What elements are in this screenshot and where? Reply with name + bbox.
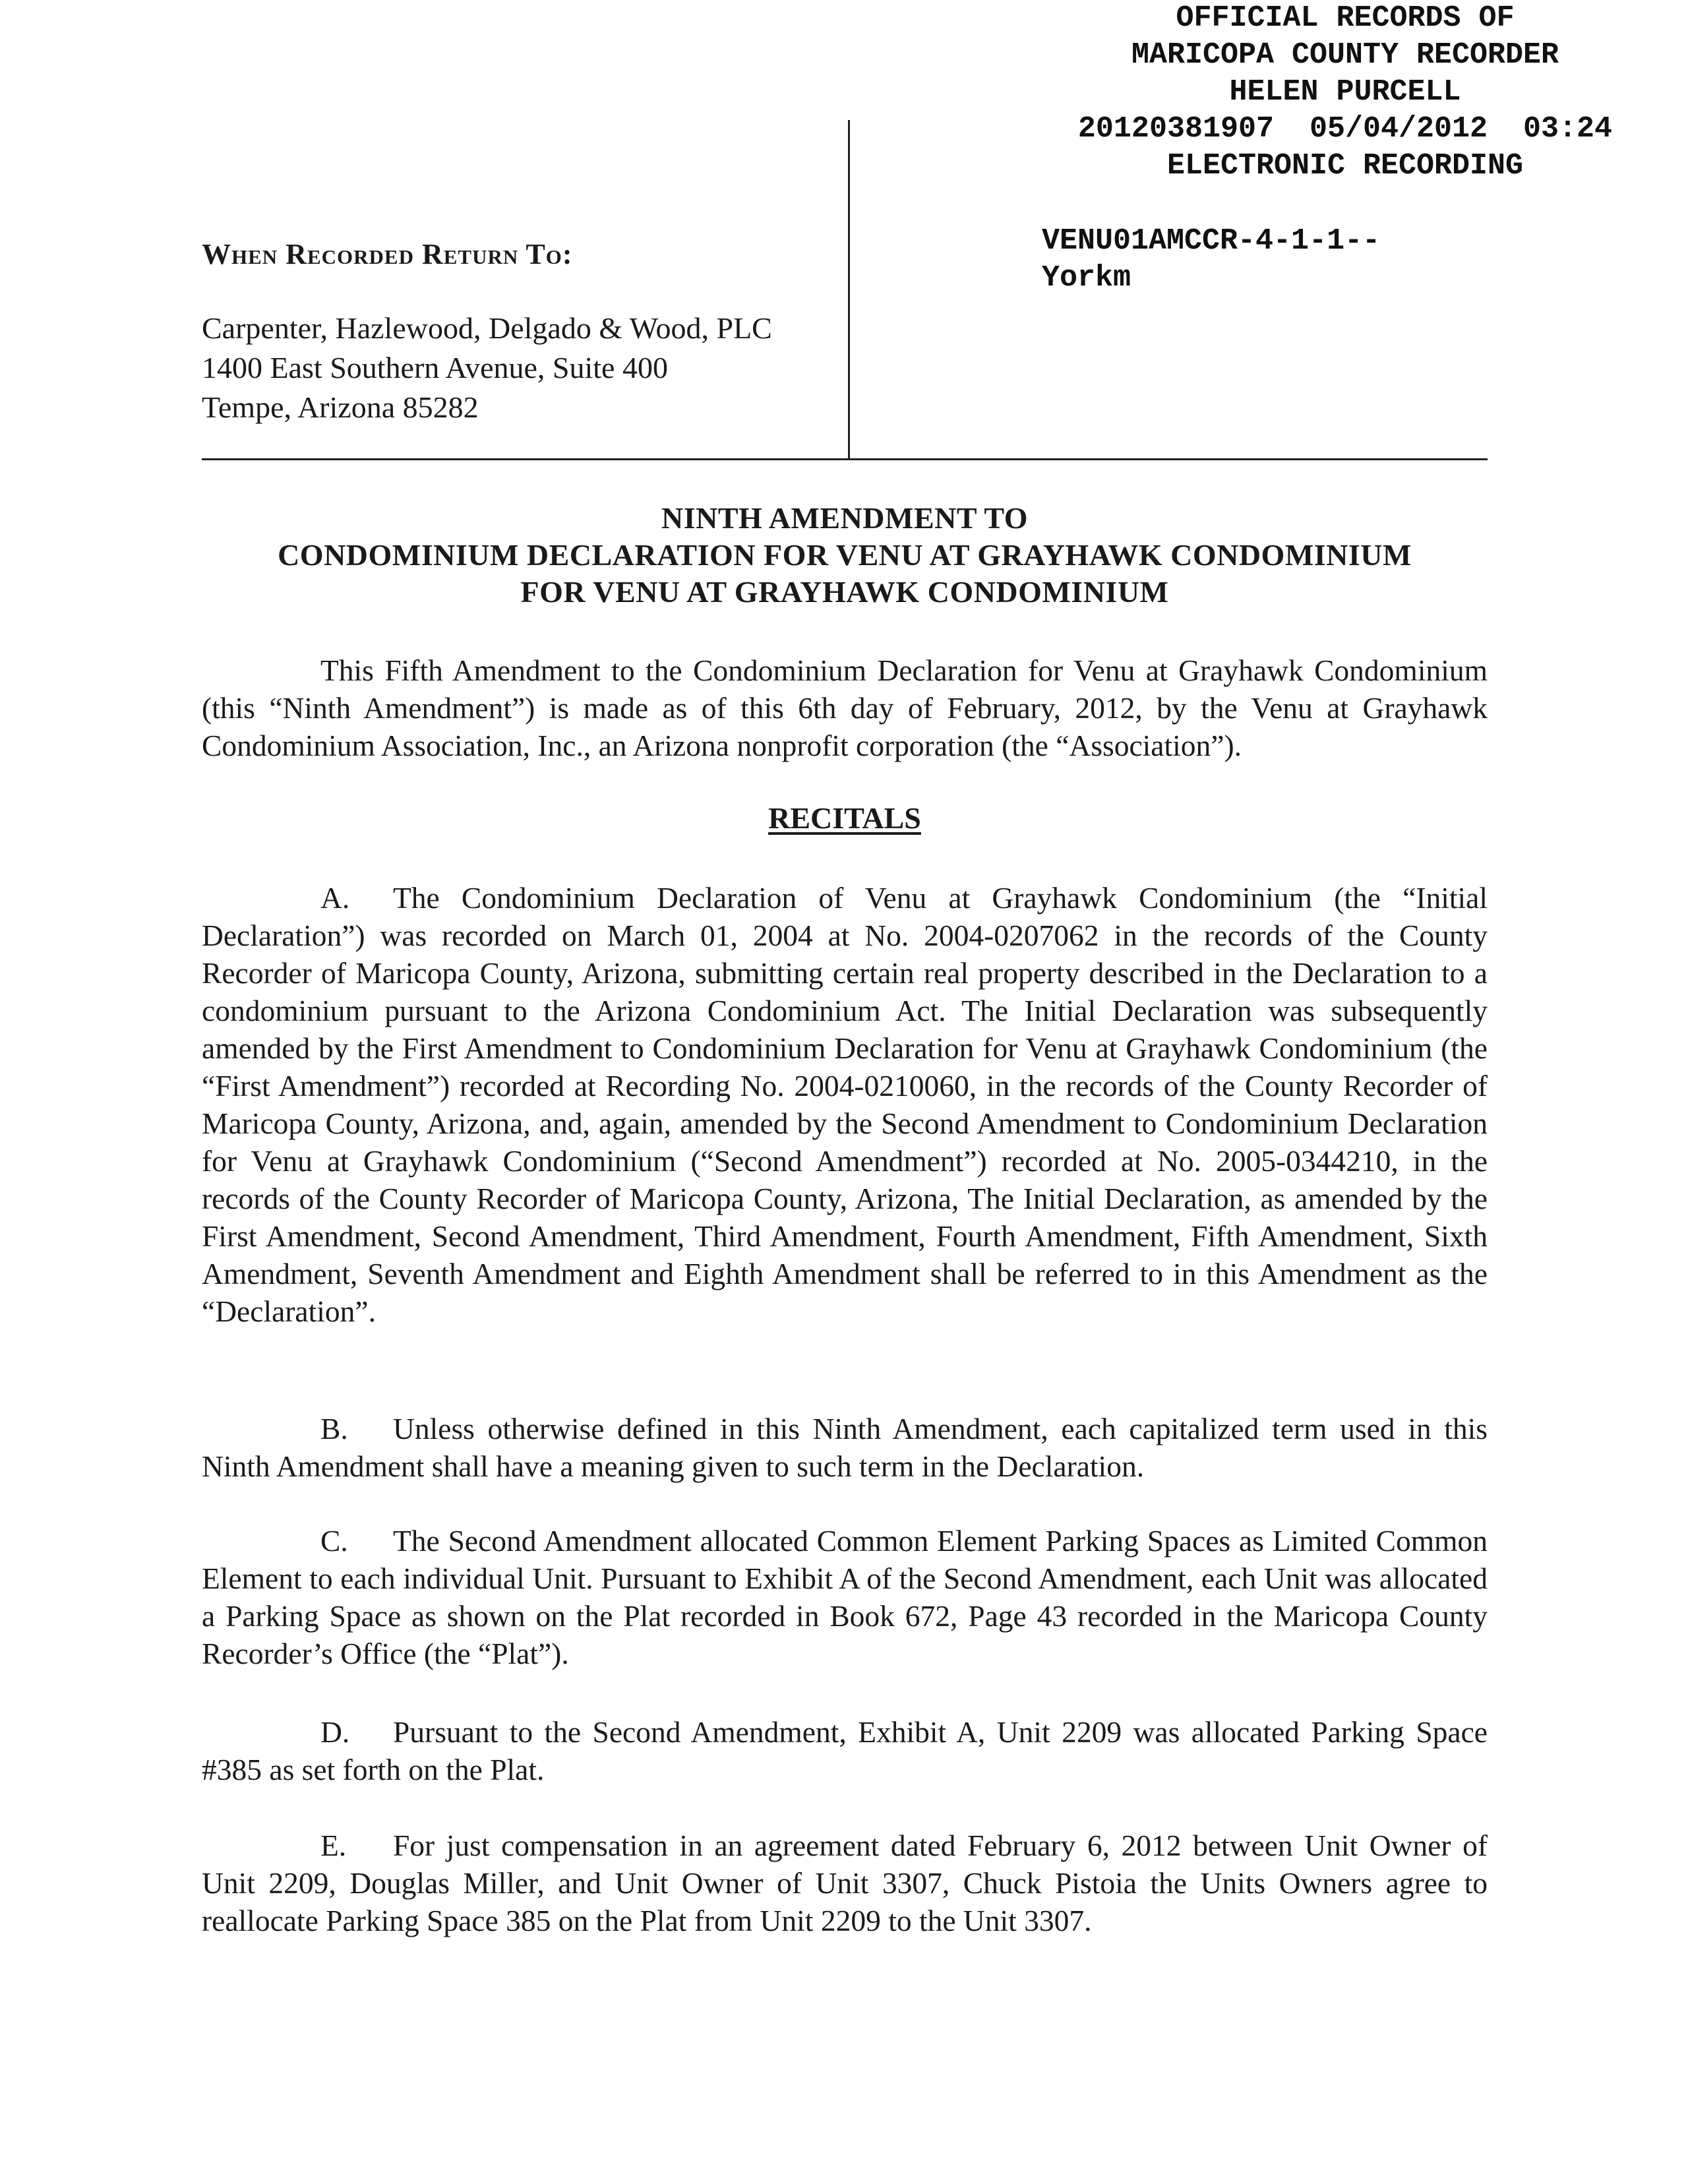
return-to-label: When Recorded Return To: [202, 238, 573, 270]
header-divider [202, 458, 1488, 460]
document-code [1042, 223, 1380, 297]
recital-paragraph [202, 879, 1488, 1330]
title-line: CONDOMINIUM DECLARATION FOR VENU AT GRAYHAWK CONDOMINIUM [278, 538, 1412, 572]
recital-marker: C. [320, 1524, 348, 1558]
recital-text: Unless otherwise defined in this Ninth Amendment, each capitalized term used in this Ninth Amendment shall have a meaning given to such term in the Declaration. [202, 1412, 1488, 1483]
document-code-line: VENU01AMCCR-4-1-1-- [1042, 224, 1381, 258]
recital-text: For just compensation in an agreement dated February 6, 2012 between Unit Owner of Unit 2209, Douglas Miller, and Unit Owner of Unit 3307, Chuck Pistoia the Units Owners agree to reallocate Parking Space 385 on the Plat from Unit 2209 to the Unit 3307. [202, 1829, 1488, 1937]
stamp-line-electronic: ELECTRONIC RECORDING [1166, 149, 1524, 183]
recital-paragraph [202, 1713, 1488, 1788]
stamp-line-record-number: 20120381907 05/04/2012 03:24 [1077, 112, 1613, 146]
recital-text: The Condominium Declaration of Venu at Grayhawk Condominium (the “Initial Declaration”) was recorded on March 01, 2004 at No. 2004-0207062 in the records of the County Recorder of Maricopa County, Arizona, submitting certain real property described in the Declaration to a condominium pursuant to the Arizona Condominium Act. The Initial Declaration was subsequently amended by the First Amendment to Condominium Declaration for Venu at Grayhawk Condominium (the “First Amendment”) recorded at Recording No. 2004-0210060, in the records of the County Recorder of Maricopa County, Arizona, and, again, amended by the Second Amendment to Condominium Declaration for Venu at Grayhawk Condominium (“Second Amendment”) recorded at No. 2005-0344210, in the records of the County Recorder of Maricopa County, Arizona, The Initial Declaration, as amended by the First Amendment, Second Amendment, Third Amendment, Fourth Amendment, Fifth Amendment, Sixth Amendment, Seventh Amendment and Eighth Amendment shall be referred to in this Amendment as the “Declaration”. [202, 881, 1488, 1328]
title-line: FOR VENU AT GRAYHAWK CONDOMINIUM [520, 575, 1169, 609]
stamp-line-recorder-name: HELEN PURCELL [1229, 75, 1461, 109]
recital-text: Pursuant to the Second Amendment, Exhibit A, Unit 2209 was allocated Parking Space #385 as set forth on the Plat. [202, 1715, 1488, 1786]
recital-paragraph [202, 1827, 1488, 1939]
recital-paragraph [202, 1410, 1488, 1485]
document-user-line: Yorkm [1042, 261, 1131, 295]
title-line: NINTH AMENDMENT TO [661, 501, 1028, 535]
recital-marker: A. [320, 881, 350, 915]
vertical-divider [848, 120, 850, 460]
return-address-line: Tempe, Arizona 85282 [202, 390, 479, 424]
return-address-line: 1400 East Southern Avenue, Suite 400 [202, 351, 668, 384]
recital-marker: E. [320, 1829, 347, 1862]
recital-text: The Second Amendment allocated Common Element Parking Spaces as Limited Common Element to each individual Unit. Pursuant to Exhibit A of the Second Amendment, each Unit was allocated a Parking Space as shown on the Plat recorded in Book 672, Page 43 recorded in the Maricopa County Recorder’s Office (the “Plat”). [202, 1524, 1488, 1670]
recital-marker: B. [320, 1412, 348, 1445]
recording-stamp [1015, 0, 1675, 185]
return-address-line: Carpenter, Hazlewood, Delgado & Wood, PLC [202, 311, 772, 345]
stamp-line-county-recorder: MARICOPA COUNTY RECORDER [1131, 38, 1559, 72]
stamp-line-official-records: OFFICIAL RECORDS OF [1176, 1, 1515, 35]
intro-paragraph: This Fifth Amendment to the Condominium Declaration for Venu at Grayhawk Condominium (this “Ninth Amendment”) is made as of this 6th day of February, 2012, by the Venu at Grayhawk Condominium Association, Inc., an Arizona nonprofit corporation (the “Association”). [202, 653, 1488, 762]
recitals-heading: RECITALS [768, 801, 921, 835]
document-title [202, 500, 1488, 611]
return-address [202, 309, 772, 427]
recital-paragraph [202, 1522, 1488, 1672]
recital-marker: D. [320, 1715, 350, 1749]
